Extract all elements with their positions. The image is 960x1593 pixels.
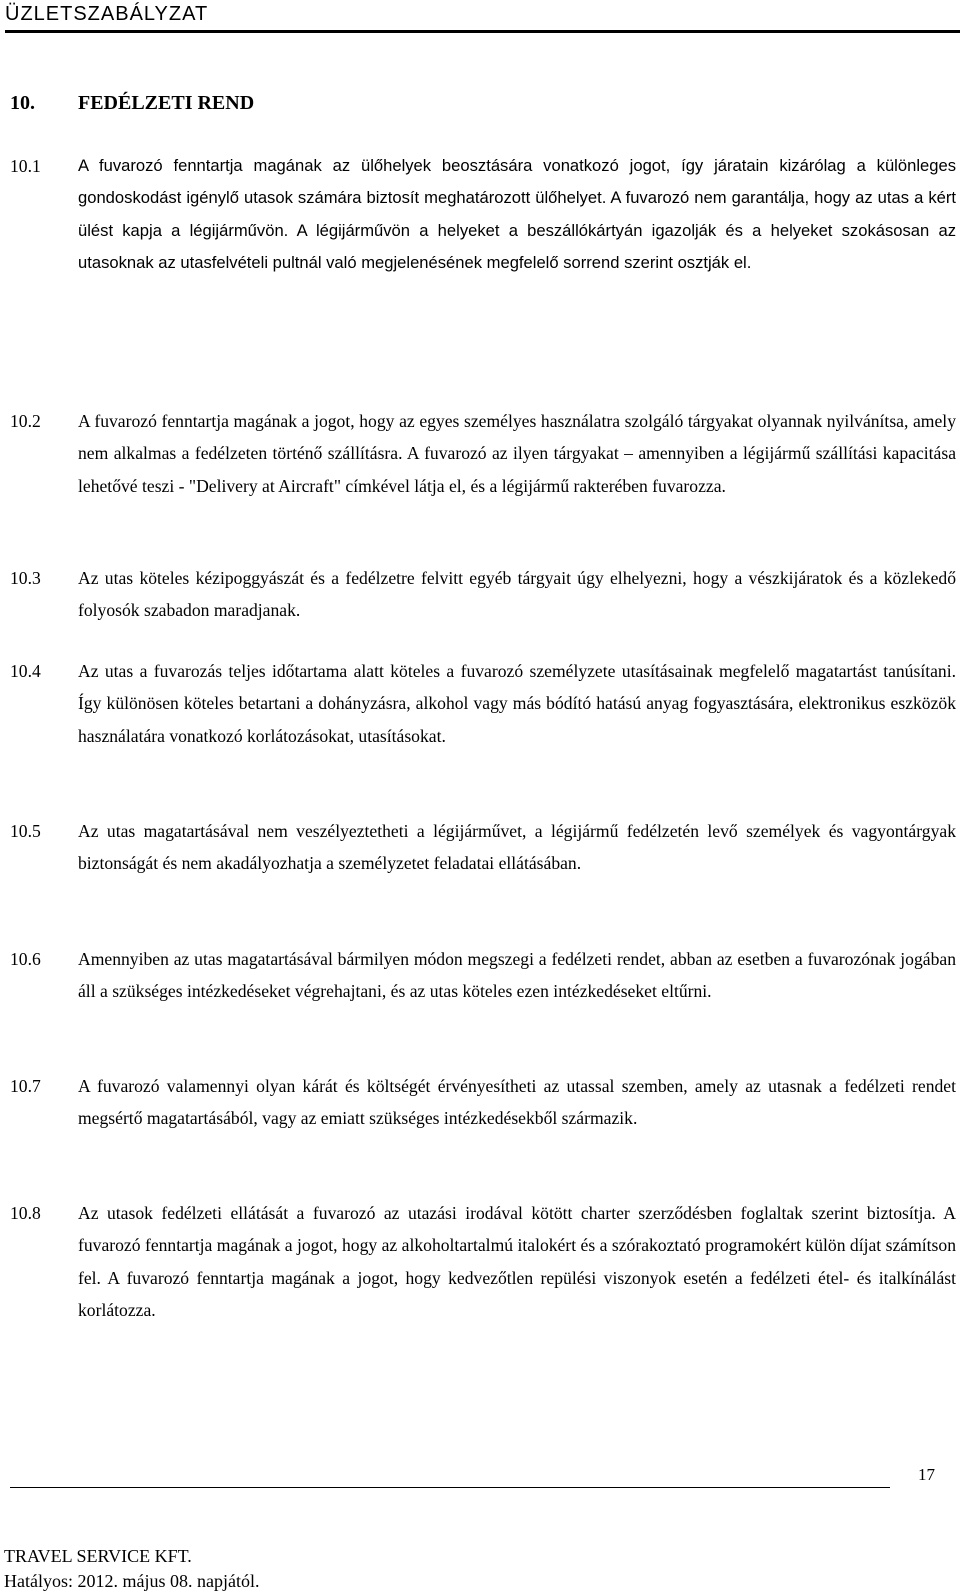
clause-number: 10.1 <box>10 156 41 176</box>
section-title: FEDÉLZETI REND <box>78 92 255 114</box>
clause-text: A fuvarozó valamennyi olyan kárát és költségét érvényesítheti az utassal szemben, amely az utasnak a fedélzeti rendet megsértő magatartásából, vagy az emiatt szükséges intézkedésekből származik. <box>78 1076 956 1129</box>
footer-company: TRAVEL SERVICE KFT. <box>4 1546 192 1566</box>
section-number: 10. <box>10 92 35 114</box>
clause-text: Az utas magatartásával nem veszélyeztetheti a légijárművet, a légijármű fedélzetén levő személyek és vagyontárgyak biztonságát és nem akadályozhatja a személyzetet feladatai ellátásában. <box>78 821 956 874</box>
document-title: ÜZLETSZABÁLYZAT <box>5 3 209 25</box>
page-number: 17 <box>918 1465 935 1484</box>
clause-number: 10.2 <box>10 411 41 431</box>
clause-text: Az utas a fuvarozás teljes időtartama alatt köteles a fuvarozó személyzete utasításainak megfelelő magatartást tanúsítani. Így különösen köteles betartani a dohányzásra, alkohol vagy más bódító hatású anyag fogyasztására, elektronikus eszközök használatára vonatkozó korlátozásokat, utasításokat. <box>78 661 956 746</box>
clause-10-1 <box>10 150 956 280</box>
footer-valid-from: Hatályos: 2012. május 08. napjától. <box>4 1571 260 1591</box>
clause-number: 10.4 <box>10 661 41 681</box>
clause-number: 10.8 <box>10 1203 41 1223</box>
clause-number: 10.5 <box>10 821 41 841</box>
section-heading <box>10 91 254 115</box>
clause-10-5 <box>10 815 956 880</box>
clause-number: 10.6 <box>10 949 41 969</box>
clause-text: Az utas köteles kézipoggyászát és a fedélzetre felvitt egyéb tárgyait úgy elhelyezni, hogy a vészkijáratok és a közlekedő folyosók szabadon maradjanak. <box>78 568 956 621</box>
clause-10-4 <box>10 655 956 752</box>
clause-number: 10.7 <box>10 1076 41 1096</box>
clause-text: A fuvarozó fenntartja magának az ülőhelyek beosztására vonatkozó jogot, így járatain kizárólag a különleges gondoskodást igénylő utasok számára biztosít meghatározott ülőhelyet. A fuvarozó nem garantálja, hogy az utas a kért ülést kapja a légijárművön. A légijárművön a helyeket a beszállókártyán igazolják és a helyeket szokásosan az utasoknak az utasfelvételi pultnál való megjelenésének megfelelő sorrend szerint osztják el. <box>78 156 956 273</box>
clause-text: A fuvarozó fenntartja magának a jogot, hogy az egyes személyes használatra szolgáló tárgyakat olyannak nyilvánítsa, amely nem alkalmas a fedélzeten történő szállításra. A fuvarozó az ilyen tárgyakat – amennyiben a légijármű szállítási kapacitása lehetővé teszi - "Delivery at Aircraft" címkével látja el, és a légijármű rakterében fuvarozza. <box>78 411 956 496</box>
header-divider <box>5 30 960 33</box>
clause-10-7 <box>10 1070 956 1135</box>
page-header <box>5 2 960 36</box>
clause-10-3 <box>10 562 956 627</box>
clause-10-2 <box>10 405 956 502</box>
clause-number: 10.3 <box>10 568 41 588</box>
footer-divider <box>10 1487 890 1488</box>
clause-10-6 <box>10 943 956 1008</box>
clause-text: Az utasok fedélzeti ellátását a fuvarozó az utazási irodával kötött charter szerződésben foglaltak szerint biztosítja. A fuvarozó fenntartja magának a jogot, hogy az alkoholtartalmú italokért és a szórakoztató programokért külön díjat számítson fel. A fuvarozó fenntartja magának a jogot, hogy kedvezőtlen repülési viszonyok esetén a fedélzeti étel- és italkínálást korlátozza. <box>78 1203 956 1321</box>
clause-text: Amennyiben az utas magatartásával bármilyen módon megszegi a fedélzeti rendet, abban az esetben a fuvarozónak jogában áll a szükséges intézkedéseket végrehajtani, és az utas köteles ezen intézkedéseket eltűrni. <box>78 949 956 1002</box>
clause-10-8 <box>10 1197 956 1327</box>
